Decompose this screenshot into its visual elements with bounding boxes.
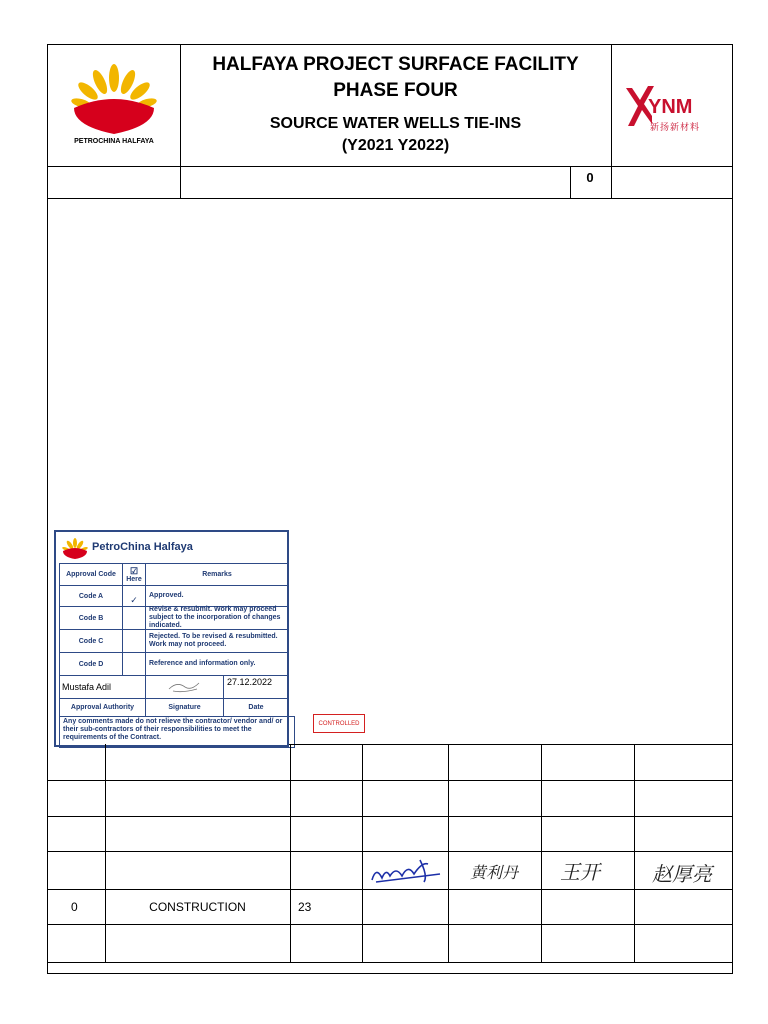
stamp-disclaimer: Any comments made do not relieve the contractor/ vendor and/ or their sub-contractors of their responsibilities to meet the requirements of the Contract. bbox=[59, 716, 295, 748]
header-bottom bbox=[47, 198, 733, 199]
checkbox-icon: ☑ bbox=[129, 565, 139, 576]
rev-row-line bbox=[47, 924, 733, 925]
stamp-label-date: Date bbox=[248, 704, 264, 711]
rev-table-top bbox=[289, 744, 733, 745]
stamp-authority-values bbox=[59, 675, 289, 699]
stamp-signature-value bbox=[146, 676, 224, 698]
signature-huang: 黄利丹 bbox=[470, 863, 519, 882]
stamp-authority-labels bbox=[59, 698, 289, 717]
signature-wang: 王开 bbox=[560, 860, 600, 884]
stamp-col-here: ☑ Here bbox=[123, 564, 146, 585]
controlled-label: CONTROLLED bbox=[313, 714, 365, 733]
stamp-date-value: 27.12.2022 bbox=[227, 677, 273, 687]
stamp-check-empty bbox=[123, 653, 146, 675]
rev-row-line bbox=[47, 851, 733, 852]
rev-col-line bbox=[362, 744, 363, 962]
stamp-col-remarks: Remarks bbox=[202, 570, 232, 578]
petrochina-logo-label: PETROCHINA HALFAYA bbox=[74, 138, 154, 145]
approval-stamp bbox=[54, 530, 289, 747]
stamp-remark-b: Revise & resubmit. Work may proceed subject to the incorporation of changes indicated. bbox=[149, 606, 281, 629]
stamp-code-a: Code A bbox=[60, 586, 123, 606]
stamp-remark-d: Reference and information only. bbox=[149, 660, 256, 667]
stamp-code-c: Code C bbox=[60, 630, 123, 652]
document-subtitle: SOURCE WATER WELLS TIE-INS (Y2021 Y2022) bbox=[269, 115, 522, 154]
ynm-logo-subtext: 新扬新材料 bbox=[650, 122, 701, 132]
stamp-code-row bbox=[59, 606, 289, 630]
stamp-remark-a: Approved. bbox=[149, 592, 184, 599]
stamp-check-empty bbox=[123, 630, 146, 652]
petrochina-logo-icon bbox=[70, 60, 158, 136]
rev-cell-date: 23 bbox=[298, 900, 312, 914]
stamp-check-empty bbox=[123, 607, 146, 629]
rev-col-line bbox=[634, 744, 635, 962]
stamp-col-code: Approval Code bbox=[60, 564, 123, 585]
rev-col-line bbox=[290, 744, 291, 962]
stamp-checkmark: ✓ bbox=[123, 586, 146, 606]
stamp-logo-icon bbox=[62, 537, 88, 559]
header-vline-right bbox=[611, 44, 612, 199]
stamp-code-row bbox=[59, 585, 289, 607]
stamp-label-signature: Signature bbox=[146, 699, 224, 716]
rev-cell-description: CONSTRUCTION bbox=[149, 900, 246, 914]
signature-zhao: 赵厚亮 bbox=[652, 862, 712, 886]
stamp-remark-c: Rejected. To be revised & resubmitted. Work may not proceed. bbox=[149, 633, 278, 648]
header-revision: 0 bbox=[586, 170, 594, 185]
ynm-logo-text: YNM bbox=[648, 96, 693, 118]
stamp-code-row bbox=[59, 629, 289, 653]
stamp-code-d: Code D bbox=[60, 653, 123, 675]
signature-scribble-icon bbox=[165, 679, 205, 695]
document-title: HALFAYA PROJECT SURFACE FACILITY PHASE FOUR bbox=[212, 54, 579, 101]
signature-dong-icon bbox=[368, 856, 444, 886]
rev-col-line bbox=[448, 744, 449, 962]
stamp-code-row bbox=[59, 652, 289, 676]
rev-col-line bbox=[105, 744, 106, 962]
stamp-code-b: Code B bbox=[60, 607, 123, 629]
stamp-header-row bbox=[59, 563, 289, 586]
rev-row-line bbox=[47, 889, 733, 890]
rev-cell-number: 0 bbox=[71, 900, 78, 914]
rev-row-line bbox=[47, 962, 733, 963]
stamp-authority-name: Mustafa Adil bbox=[60, 676, 146, 698]
rev-col-line bbox=[541, 744, 542, 962]
rev-row-line bbox=[47, 816, 733, 817]
header-divider bbox=[47, 166, 733, 167]
stamp-company: PetroChina Halfaya bbox=[92, 541, 193, 553]
document-frame bbox=[47, 44, 733, 974]
rev-row-line bbox=[47, 780, 733, 781]
stamp-label-authority: Approval Authority bbox=[60, 699, 146, 716]
